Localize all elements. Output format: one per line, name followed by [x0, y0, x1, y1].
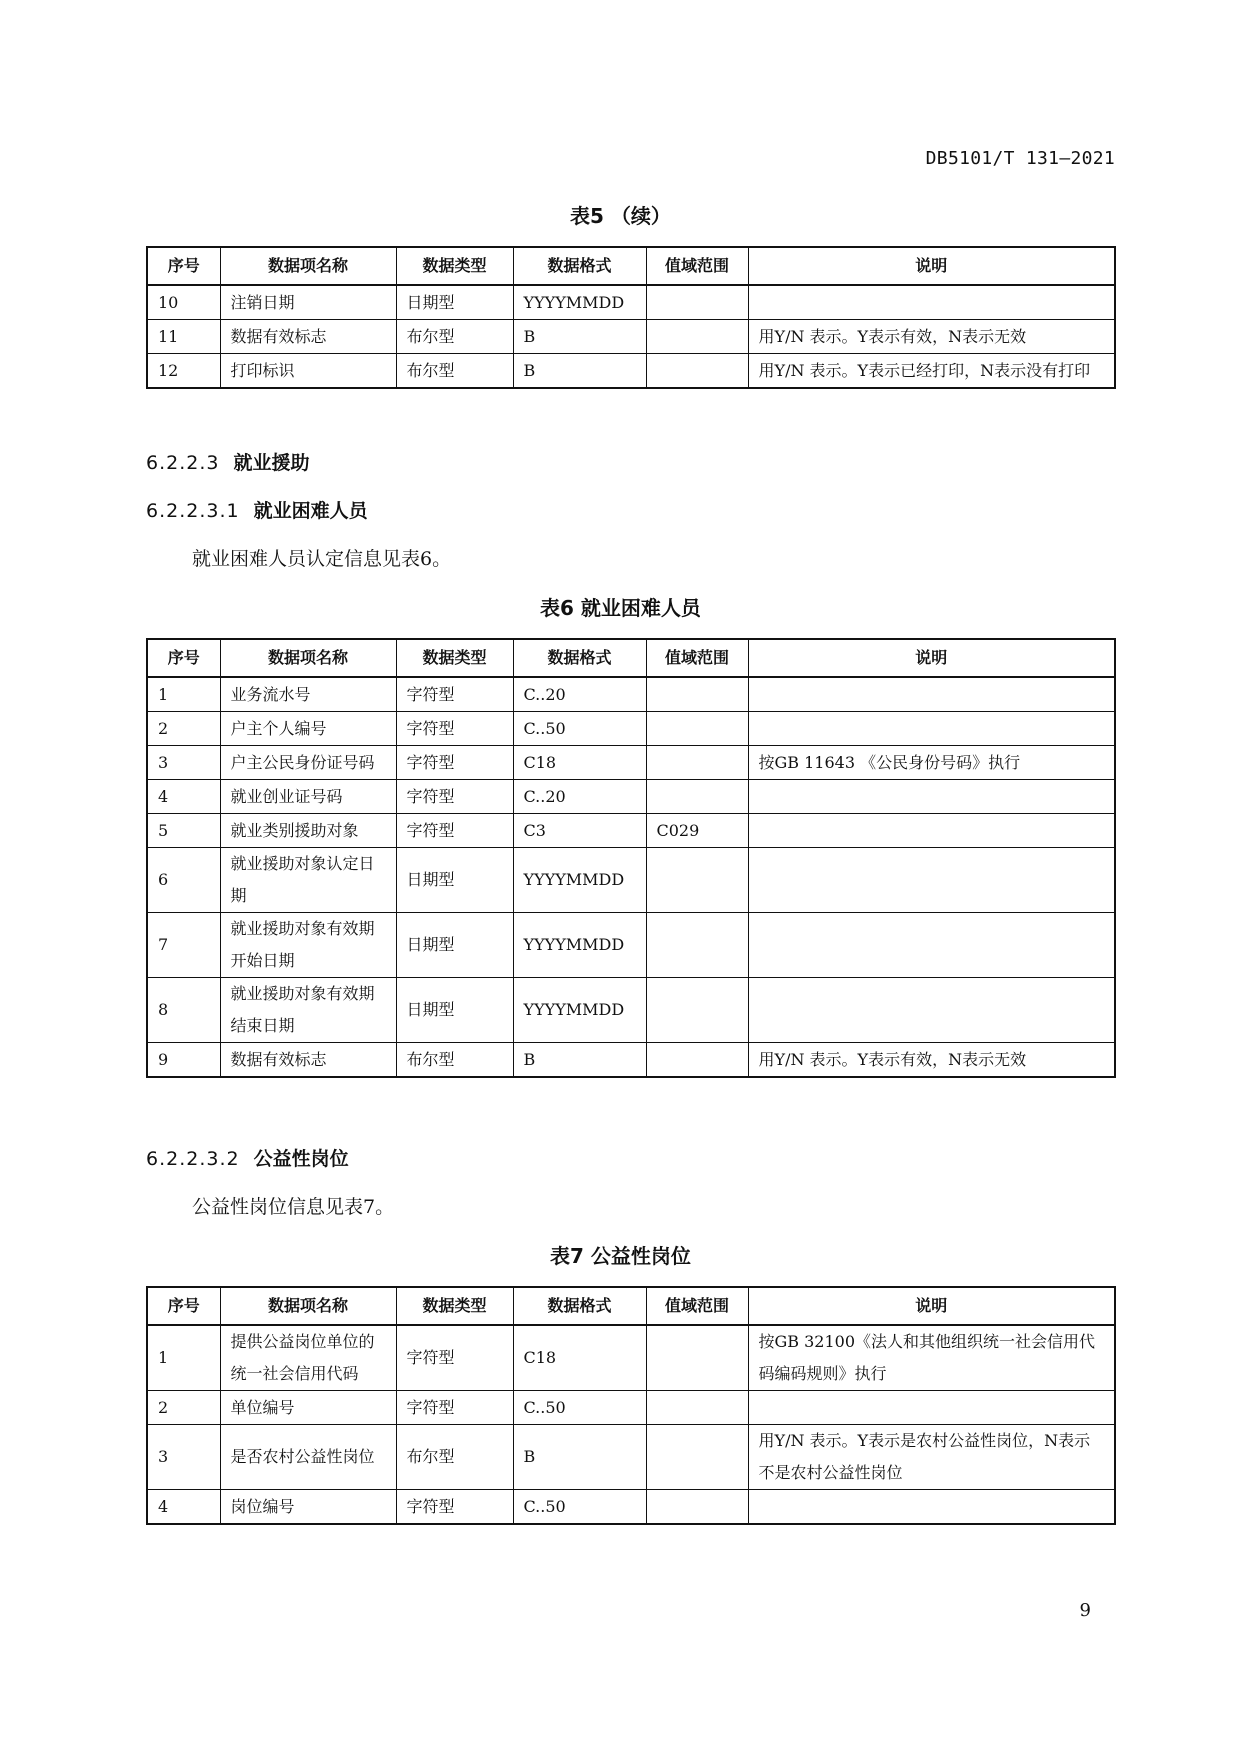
cell-data-format: C18 — [513, 1325, 646, 1391]
table5 — [146, 246, 1116, 389]
header-value-range: 值域范围 — [646, 247, 748, 285]
cell-data-type: 字符型 — [396, 1490, 513, 1525]
header-description: 说明 — [748, 1287, 1115, 1325]
table-row — [147, 320, 1115, 354]
cell-seq: 2 — [147, 1391, 220, 1425]
cell-seq: 3 — [147, 746, 220, 780]
header-value-range: 值域范围 — [646, 639, 748, 677]
cell-data-format: B — [513, 1043, 646, 1078]
table7-caption: 表7 公益性岗位 — [550, 1244, 691, 1268]
header-item-name: 数据项名称 — [220, 639, 396, 677]
cell-value-range — [646, 354, 748, 389]
cell-value-range — [646, 1425, 748, 1490]
table-row — [147, 780, 1115, 814]
cell-item-name: 户主公民身份证号码 — [220, 746, 396, 780]
cell-data-format: C..50 — [513, 1490, 646, 1525]
cell-data-format: YYYYMMDD — [513, 285, 646, 320]
cell-description: 用Y/N 表示。Y表示有效，N表示无效 — [748, 1043, 1115, 1078]
cell-item-name: 注销日期 — [220, 285, 396, 320]
header-value-range: 值域范围 — [646, 1287, 748, 1325]
cell-seq: 2 — [147, 712, 220, 746]
table-row — [147, 814, 1115, 848]
cell-value-range — [646, 746, 748, 780]
cell-seq: 6 — [147, 848, 220, 913]
header-item-name: 数据项名称 — [220, 1287, 396, 1325]
cell-seq: 7 — [147, 913, 220, 978]
cell-seq: 8 — [147, 978, 220, 1043]
table-row — [147, 913, 1115, 978]
cell-data-format: YYYYMMDD — [513, 978, 646, 1043]
cell-description — [748, 814, 1115, 848]
cell-item-name: 就业援助对象有效期开始日期 — [220, 913, 396, 978]
cell-data-type: 布尔型 — [396, 1043, 513, 1078]
table-row — [147, 978, 1115, 1043]
cell-data-type: 字符型 — [396, 780, 513, 814]
cell-item-name: 是否农村公益性岗位 — [220, 1425, 396, 1490]
cell-value-range — [646, 1490, 748, 1525]
cell-data-type: 字符型 — [396, 746, 513, 780]
table5-header-row — [147, 247, 1115, 285]
table6-caption: 表6 就业困难人员 — [540, 596, 701, 620]
cell-value-range — [646, 848, 748, 913]
table-row — [147, 712, 1115, 746]
table-row — [147, 1425, 1115, 1490]
cell-seq: 1 — [147, 677, 220, 712]
section-title: 就业援助 — [233, 452, 310, 474]
cell-seq: 9 — [147, 1043, 220, 1078]
table-row — [147, 1490, 1115, 1525]
header-item-name: 数据项名称 — [220, 247, 396, 285]
cell-description: 按GB 11643 《公民身份号码》执行 — [748, 746, 1115, 780]
table6-header-row — [147, 639, 1115, 677]
cell-data-type: 字符型 — [396, 1325, 513, 1391]
paragraph-table7-ref: 公益性岗位信息见表7。 — [192, 1196, 395, 1218]
cell-description — [748, 1391, 1115, 1425]
section-6-2-2-3-heading — [146, 448, 310, 475]
cell-item-name: 就业援助对象认定日期 — [220, 848, 396, 913]
cell-value-range — [646, 913, 748, 978]
cell-item-name: 业务流水号 — [220, 677, 396, 712]
header-data-type: 数据类型 — [396, 1287, 513, 1325]
table7-header-row — [147, 1287, 1115, 1325]
cell-item-name: 数据有效标志 — [220, 1043, 396, 1078]
cell-value-range — [646, 320, 748, 354]
document-id: DB5101/T 131—2021 — [925, 148, 1115, 169]
cell-data-type: 布尔型 — [396, 320, 513, 354]
cell-data-type: 日期型 — [396, 913, 513, 978]
cell-value-range — [646, 285, 748, 320]
cell-description — [748, 677, 1115, 712]
header-data-type: 数据类型 — [396, 639, 513, 677]
paragraph-table6-ref: 就业困难人员认定信息见表6。 — [192, 548, 452, 570]
header-description: 说明 — [748, 639, 1115, 677]
cell-data-format: YYYYMMDD — [513, 913, 646, 978]
cell-data-type: 布尔型 — [396, 1425, 513, 1490]
cell-value-range — [646, 1043, 748, 1078]
cell-data-type: 字符型 — [396, 1391, 513, 1425]
cell-data-format: B — [513, 320, 646, 354]
cell-item-name: 岗位编号 — [220, 1490, 396, 1525]
cell-value-range — [646, 780, 748, 814]
cell-seq: 4 — [147, 1490, 220, 1525]
cell-description — [748, 1490, 1115, 1525]
cell-value-range — [646, 677, 748, 712]
cell-item-name: 户主个人编号 — [220, 712, 396, 746]
table-row — [147, 677, 1115, 712]
cell-description: 用Y/N 表示。Y表示已经打印，N表示没有打印 — [748, 354, 1115, 389]
table-row — [147, 1391, 1115, 1425]
table-row — [147, 1043, 1115, 1078]
cell-description: 用Y/N 表示。Y表示是农村公益性岗位，N表示不是农村公益性岗位 — [748, 1425, 1115, 1490]
table6 — [146, 638, 1116, 1078]
cell-item-name: 就业援助对象有效期结束日期 — [220, 978, 396, 1043]
cell-data-format: C3 — [513, 814, 646, 848]
header-seq: 序号 — [147, 247, 220, 285]
cell-data-format: YYYYMMDD — [513, 848, 646, 913]
cell-seq: 12 — [147, 354, 220, 389]
header-seq: 序号 — [147, 639, 220, 677]
cell-data-type: 字符型 — [396, 677, 513, 712]
table-row — [147, 354, 1115, 389]
cell-data-type: 日期型 — [396, 285, 513, 320]
cell-data-format: C18 — [513, 746, 646, 780]
cell-value-range — [646, 1325, 748, 1391]
header-seq: 序号 — [147, 1287, 220, 1325]
cell-data-format: C..50 — [513, 1391, 646, 1425]
table-row — [147, 746, 1115, 780]
cell-data-type: 字符型 — [396, 814, 513, 848]
section-6-2-2-3-2-heading — [146, 1144, 349, 1171]
section-number: 6.2.2.3 — [146, 452, 220, 474]
cell-item-name: 提供公益岗位单位的统一社会信用代码 — [220, 1325, 396, 1391]
page-number: 9 — [1079, 1600, 1091, 1621]
cell-description — [748, 780, 1115, 814]
section-title: 公益性岗位 — [253, 1148, 349, 1170]
table5-caption: 表5 （续） — [570, 204, 671, 228]
cell-description: 用Y/N 表示。Y表示有效，N表示无效 — [748, 320, 1115, 354]
section-number: 6.2.2.3.2 — [146, 1148, 240, 1170]
cell-value-range — [646, 978, 748, 1043]
cell-item-name: 打印标识 — [220, 354, 396, 389]
table-row — [147, 848, 1115, 913]
table7 — [146, 1286, 1116, 1525]
cell-data-format: B — [513, 354, 646, 389]
cell-data-type: 字符型 — [396, 712, 513, 746]
cell-item-name: 数据有效标志 — [220, 320, 396, 354]
cell-data-format: C..50 — [513, 712, 646, 746]
cell-data-type: 布尔型 — [396, 354, 513, 389]
cell-description: 按GB 32100《法人和其他组织统一社会信用代码编码规则》执行 — [748, 1325, 1115, 1391]
table-row — [147, 1325, 1115, 1391]
section-number: 6.2.2.3.1 — [146, 500, 240, 522]
cell-description — [748, 978, 1115, 1043]
header-description: 说明 — [748, 247, 1115, 285]
cell-data-format: C..20 — [513, 780, 646, 814]
cell-data-type: 日期型 — [396, 848, 513, 913]
cell-data-type: 日期型 — [396, 978, 513, 1043]
cell-description — [748, 913, 1115, 978]
cell-description — [748, 848, 1115, 913]
cell-data-format: B — [513, 1425, 646, 1490]
cell-seq: 3 — [147, 1425, 220, 1490]
cell-description — [748, 285, 1115, 320]
cell-item-name: 单位编号 — [220, 1391, 396, 1425]
cell-item-name: 就业创业证号码 — [220, 780, 396, 814]
cell-item-name: 就业类别援助对象 — [220, 814, 396, 848]
cell-value-range: C029 — [646, 814, 748, 848]
header-data-format: 数据格式 — [513, 247, 646, 285]
cell-seq: 4 — [147, 780, 220, 814]
section-title: 就业困难人员 — [253, 500, 368, 522]
cell-data-format: C..20 — [513, 677, 646, 712]
header-data-type: 数据类型 — [396, 247, 513, 285]
cell-seq: 1 — [147, 1325, 220, 1391]
cell-value-range — [646, 712, 748, 746]
cell-seq: 11 — [147, 320, 220, 354]
cell-seq: 10 — [147, 285, 220, 320]
header-data-format: 数据格式 — [513, 639, 646, 677]
cell-description — [748, 712, 1115, 746]
header-data-format: 数据格式 — [513, 1287, 646, 1325]
table-row — [147, 285, 1115, 320]
cell-value-range — [646, 1391, 748, 1425]
cell-seq: 5 — [147, 814, 220, 848]
section-6-2-2-3-1-heading — [146, 496, 368, 523]
